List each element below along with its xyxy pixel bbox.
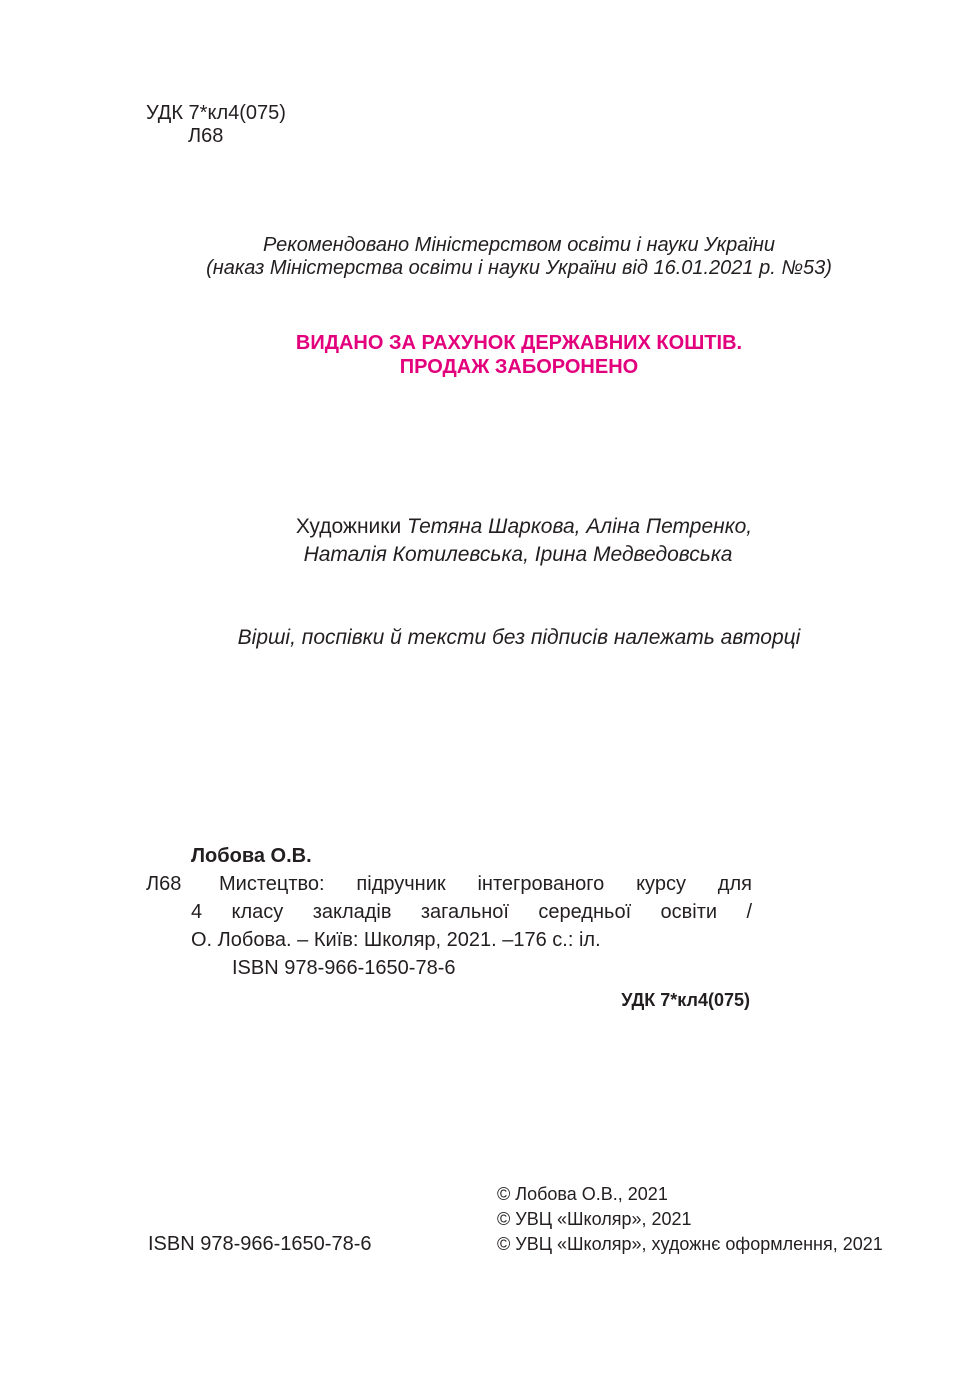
catalog-word: / (746, 901, 752, 923)
catalog-word: освіти (660, 901, 718, 923)
recommendation-line-2: (наказ Міністерства освіти і науки України від 16.01.2021 р. №53) (206, 257, 832, 279)
catalog-author: Лобова О.В. (191, 845, 312, 867)
catalog-word: 4 (191, 901, 203, 923)
catalog-line-1 (219, 872, 752, 896)
catalog-word: загальної (420, 901, 509, 923)
footer-isbn: ISBN 978-966-1650-78-6 (148, 1233, 372, 1255)
sale-prohibited-notice: ПРОДАЖ ЗАБОРОНЕНО (399, 356, 639, 378)
catalog-word: для (717, 873, 752, 895)
catalog-line-2 (191, 900, 752, 924)
copyright-line-3: © УВЦ «Школяр», художнє оформлення, 2021 (497, 1234, 883, 1254)
author-note: Вірші, поспівки й тексти без підписів належать авторці (237, 626, 801, 649)
index-code-header: Л68 (188, 125, 224, 147)
artists-line-2: Наталія Котилевська, Ірина Медведовська (303, 543, 733, 566)
recommendation-line-1: Рекомендовано Міністерством освіти і науки України (263, 234, 775, 256)
catalog-word: класу (231, 901, 284, 923)
catalog-word: підручник (356, 873, 446, 895)
catalog-word: закладів (312, 901, 392, 923)
catalog-word: Мистецтво: (219, 873, 325, 895)
catalog-word: курсу (636, 873, 686, 895)
copyright-line-2: © УВЦ «Школяр», 2021 (497, 1209, 692, 1229)
copyright-line-1: © Лобова О.В., 2021 (497, 1184, 668, 1204)
state-funded-notice: ВИДАНО ЗА РАХУНОК ДЕРЖАВНИХ КОШТІВ. (295, 332, 743, 354)
catalog-isbn: ISBN 978-966-1650-78-6 (232, 957, 456, 979)
artists-label: Художники (295, 515, 408, 538)
catalog-word: середньої (538, 901, 632, 923)
udk-header: УДК 7*кл4(075) (146, 102, 286, 124)
catalog-udk: УДК 7*кл4(075) (621, 990, 750, 1010)
catalog-code: Л68 (146, 873, 182, 895)
catalog-word: інтегрованого (477, 873, 605, 895)
catalog-line-3: О. Лобова. – Київ: Школяр, 2021. –176 с.: іл. (191, 929, 601, 951)
artists-line-1 (296, 514, 752, 540)
artists-names-1: Тетяна Шаркова, Аліна Петренко, (407, 515, 753, 538)
